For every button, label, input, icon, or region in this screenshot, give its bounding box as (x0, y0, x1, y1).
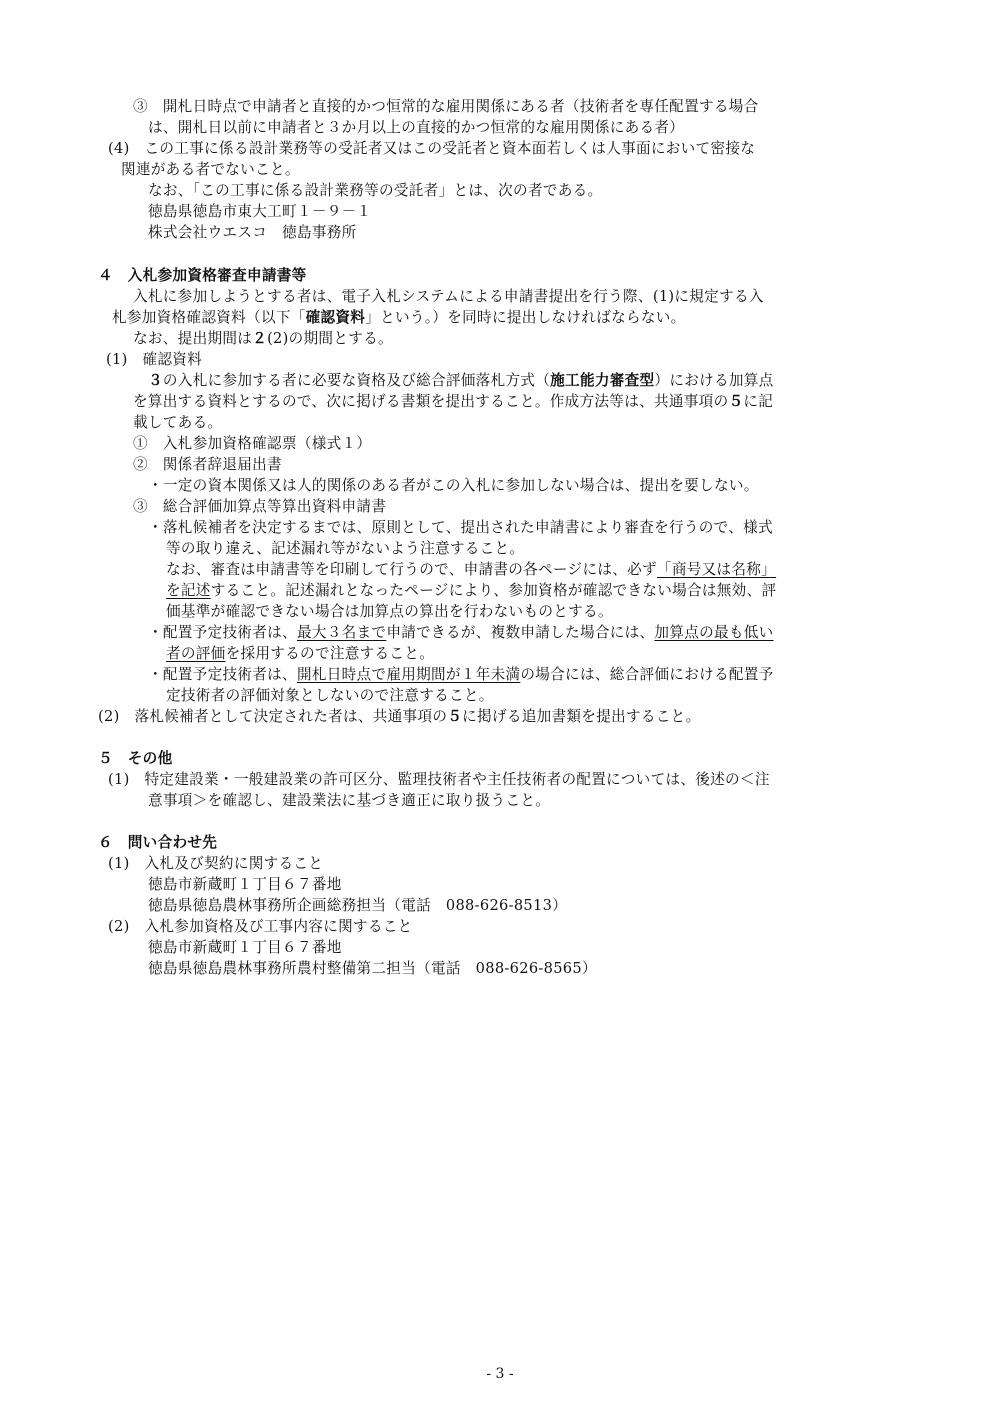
text-line: 関連がある者でないこと。 (121, 161, 300, 178)
text-line: は、開札日以前に申請者と３か月以上の直接的かつ恒常的な雇用関係にある者） (148, 119, 685, 136)
text-line: なお、「この工事に係る設計業務等の受託者」とは、次の者である。 (148, 182, 603, 199)
page-number: - 3 - (486, 1366, 514, 1382)
section-heading-6: ６ 問い合わせ先 (98, 834, 218, 851)
text-line: 入札に参加しようとする者は、電子入札システムによる申請書提出を行う際、(1)に規定する入 (133, 288, 764, 305)
text-line: ・落札候補者を決定するまでは、原則として、提出された申請書により審査を行うので、様式 (148, 519, 773, 536)
text-line: (1) 特定建設業・一般建設業の許可区分、監理技術者や主任技術者の配置については、後述の＜注 (108, 771, 770, 788)
text-line: (2) 落札候補者として決定された者は、共通事項の５に掲げる追加書類を提出すること。 (98, 708, 701, 725)
text-line: (1) 確認資料 (106, 351, 203, 368)
text-line: 徳島市新蔵町１丁目６７番地 (148, 939, 342, 956)
text-line: ３の入札に参加する者に必要な資格及び総合評価落札方式（施工能力審査型）における加算点 (148, 372, 774, 389)
text-line: なお、提出期間は２(2)の期間とする。 (133, 330, 393, 347)
text-line: ・配置予定技術者は、最大３名まで申請できるが、複数申請した場合には、加算点の最も低い (148, 624, 774, 641)
text-line: 徳島県徳島農林事務所企画総務担当（電話 088-626-8513） (148, 897, 568, 914)
text-line: 者の評価を採用するので注意すること。 (166, 645, 435, 662)
text-line: 徳島県徳島市東大工町１－９－１ (148, 203, 372, 220)
text-line: ・配置予定技術者は、開札日時点で雇用期間が１年未満の場合には、総合評価における配置予 (148, 666, 774, 683)
text-line: ② 関係者辞退届出書 (133, 456, 282, 473)
text-line: を算出する資料とするので、次に掲げる書類を提出すること。作成方法等は、共通事項の５に記 (133, 393, 774, 410)
text-line: を記述すること。記述漏れとなったページにより、参加資格が確認できない場合は無効、評 (166, 582, 777, 599)
text-line: ① 入札参加資格確認票（様式１） (133, 435, 372, 452)
text-line: (4) この工事に係る設計業務等の受託者又はこの受託者と資本面若しくは人事面において密接な (108, 140, 756, 157)
text-line: 徳島市新蔵町１丁目６７番地 (148, 876, 342, 893)
text-line: 定技術者の評価対象としないので注意すること。 (166, 687, 494, 704)
text-line: なお、審査は申請書等を印刷して行うので、申請書の各ページには、必ず「商号又は名称」 (166, 561, 777, 578)
text-line: 等の取り違え、記述漏れ等がないよう注意すること。 (166, 540, 525, 557)
text-line: 意事項＞を確認し、建設業法に基づき適正に取り扱うこと。 (148, 792, 551, 809)
text-line: 株式会社ウエスコ 徳島事務所 (148, 224, 357, 241)
text-line: (2) 入札参加資格及び工事内容に関すること (108, 918, 413, 935)
section-heading-5: ５ その他 (98, 750, 173, 767)
text-line: 載してある。 (133, 414, 223, 431)
text-line: 徳島県徳島農林事務所農村整備第二担当（電話 088-626-8565） (148, 960, 597, 977)
text-line: ・一定の資本関係又は人的関係のある者がこの入札に参加しない場合は、提出を要しない。 (148, 477, 759, 494)
text-line: 価基準が確認できない場合は加算点の算出を行わないものとする。 (166, 603, 613, 620)
text-line: 札参加資格確認資料（以下「確認資料」という。）を同時に提出しなければならない。 (112, 309, 686, 326)
text-line: ③ 開札日時点で申請者と直接的かつ恒常的な雇用関係にある者（技術者を専任配置する場合 (133, 98, 759, 115)
text-line: ③ 総合評価加算点等算出資料申請書 (133, 498, 387, 515)
section-heading-4: ４ 入札参加資格審査申請書等 (98, 267, 307, 284)
text-line: (1) 入札及び契約に関すること (108, 855, 324, 872)
